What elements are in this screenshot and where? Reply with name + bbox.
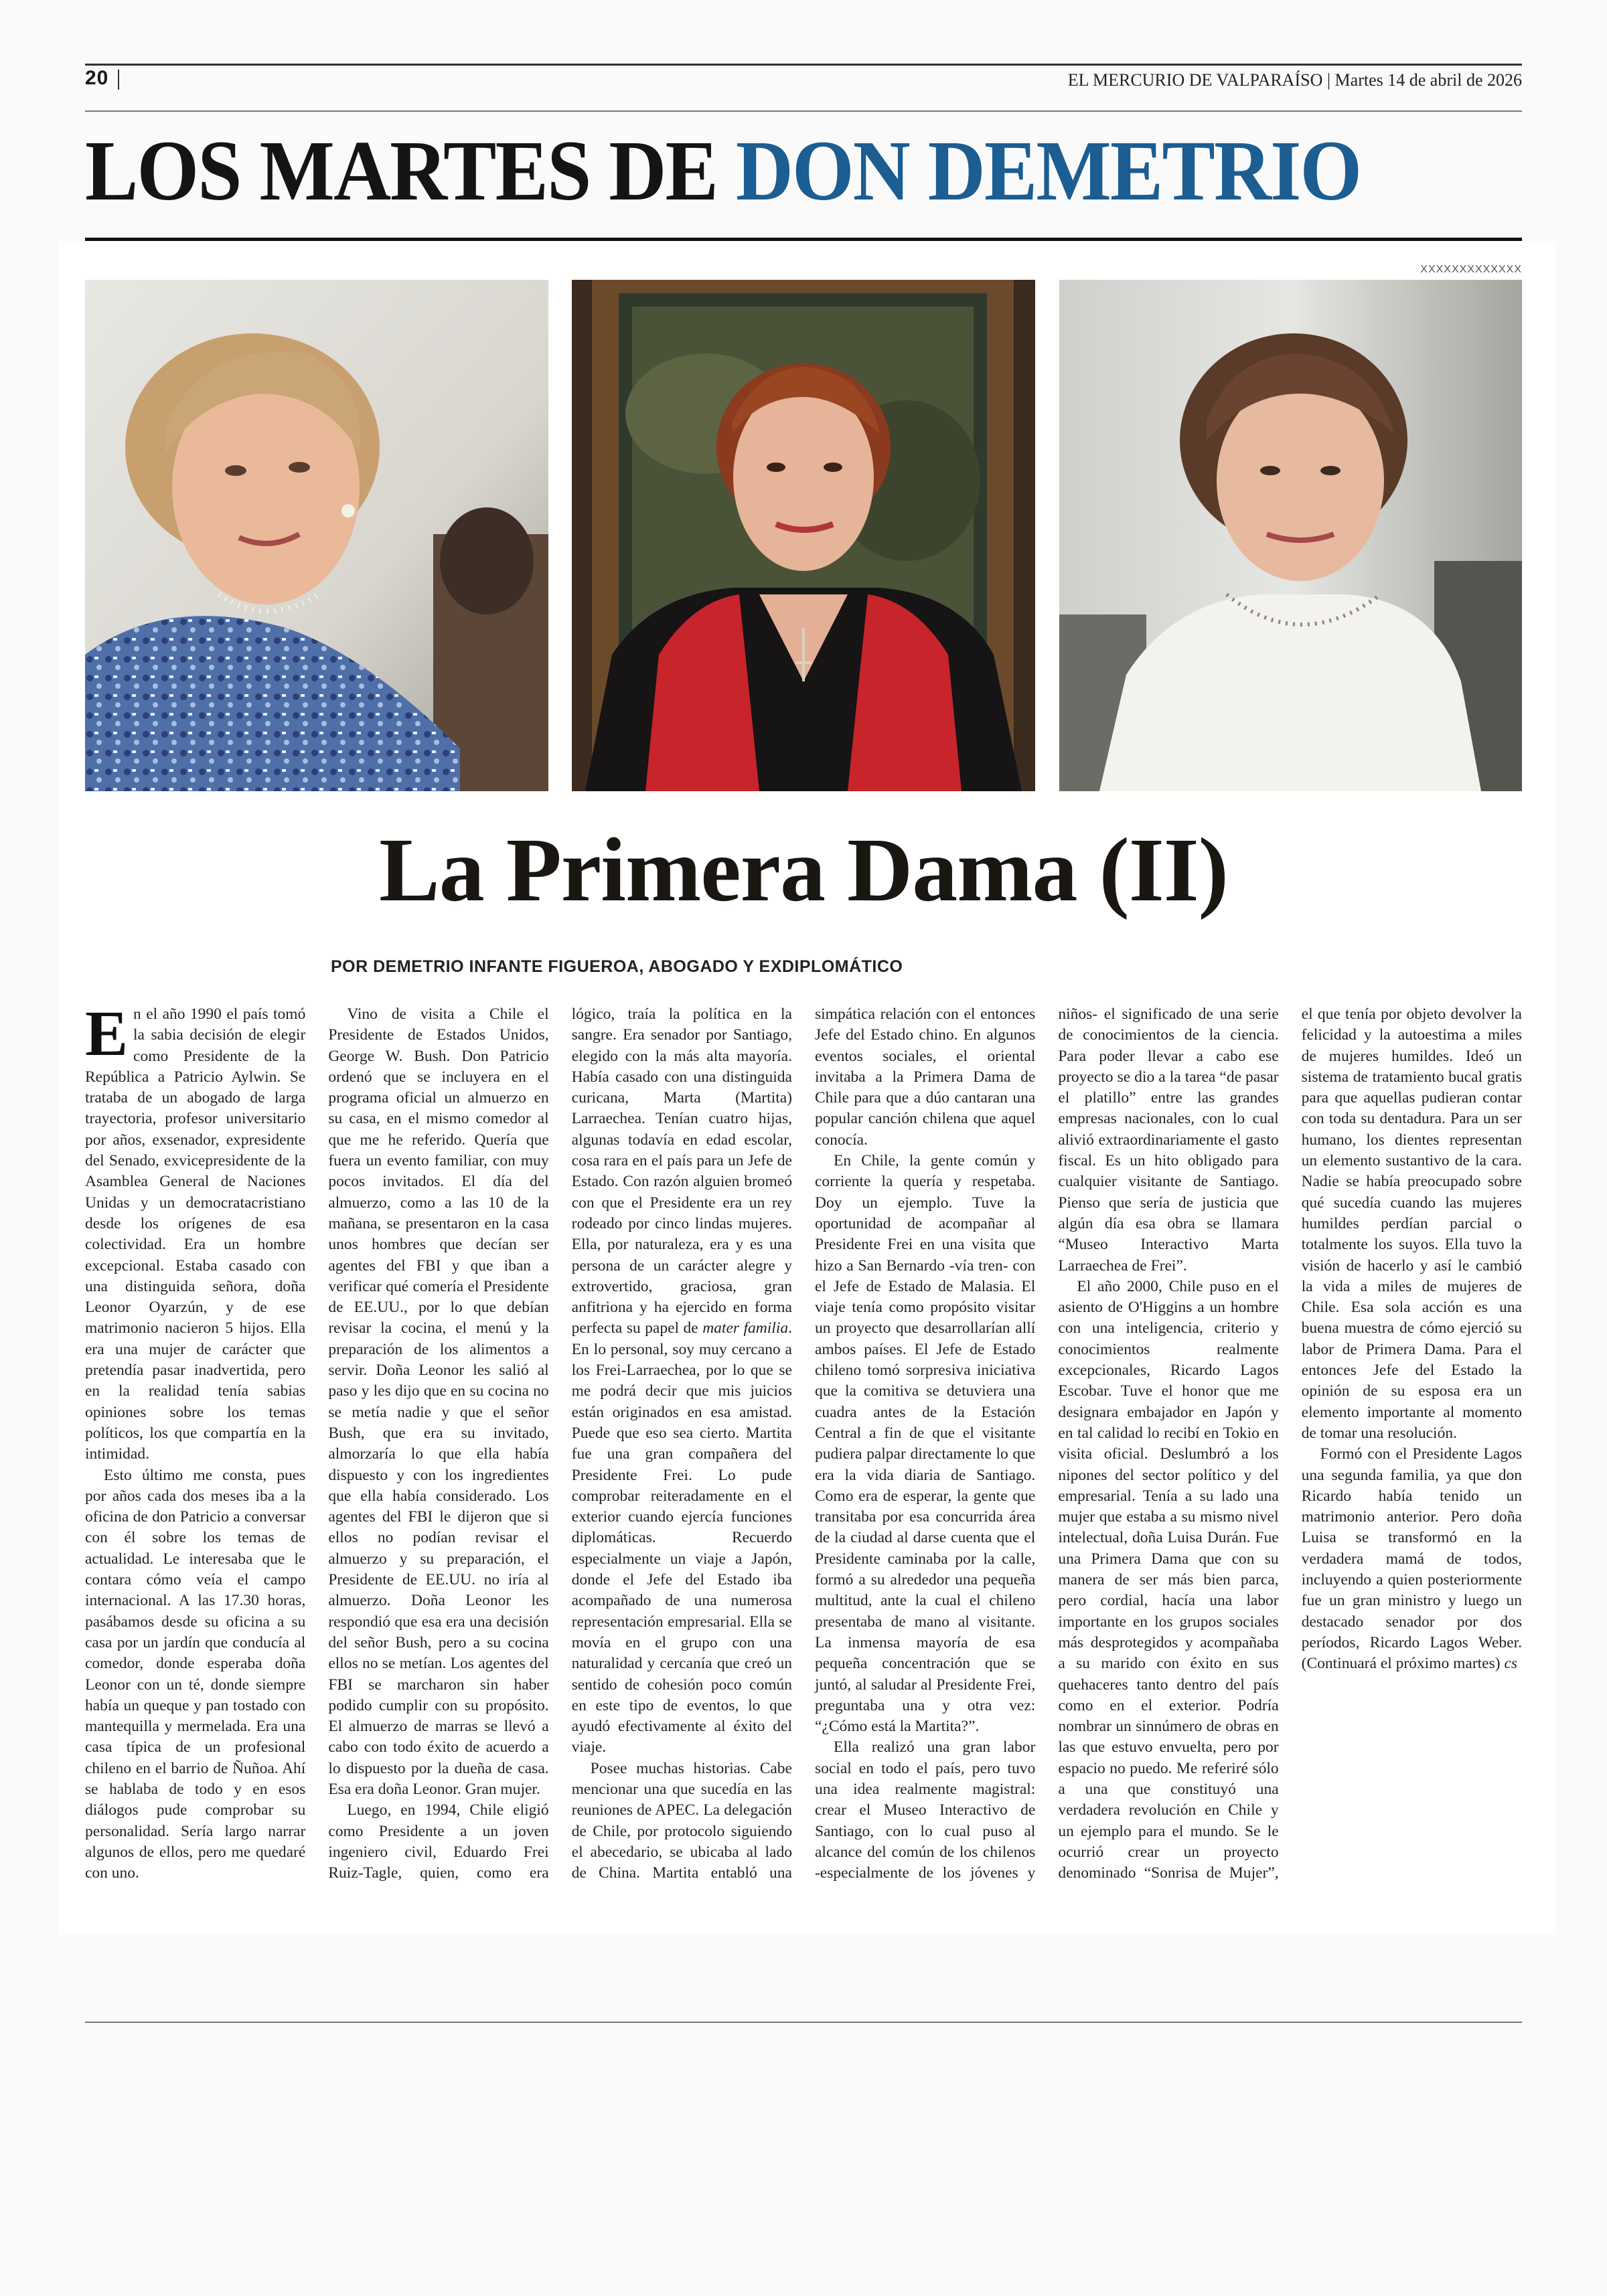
italic-term: mater familia — [702, 1319, 789, 1337]
page-number: 20 — [85, 67, 109, 89]
article-headline: La Primera Dama (II) — [379, 820, 1228, 920]
paragraph-text: n el año 1990 el país tomó la sabia decisión de elegir como Presidente de la República a Patricio Aylwin. Se trataba de un abogado de larga trayectoria, profesor universitario por años, exsenador, expresidente del Senado, exvicepresidente de la Asamblea General de Naciones Unidas y un democratacristiano desde los orígenes de esa colectividad. Era un hombre excepcional. Estaba casado con una distinguida señora, doña Leonor Oyarzún, y de ese matrimonio nacieron 5 hijos. Ella era una mujer de carácter que pretendía pasar inadvertida, pero en la realidad tenía sabias opiniones sobre los temas políticos, los que compartía en la intimidad. — [85, 1005, 306, 1463]
article-byline: POR DEMETRIO INFANTE FIGUEROA, ABOGADO Y EXDIPLOMÁTICO — [331, 957, 903, 976]
paragraph-text: Luego, en 1994, Chile eligió como Presidente a un joven ingeniero civil, Eduardo Frei Ruiz-Tagle, quien, como era lógico, traía la política en la sangre. Era senador por Santiago, elegido con la más alta mayoría. Había casado con una distinguida curicana, Marta (Martita) Larraechea. Tenían cuatro hijas, algunas todavía en edad escolar, cosa rara en el país para un Jefe de Estado. Con razón alguien bromeó con que el Presidente era un rey rodeado por cinco lindas mujeres. Ella, por naturaleza, era y es una persona de un carácter alegre y extrovertido, graciosa, gran anfitriona y ha ejercido en forma perfecta su papel de — [328, 1005, 792, 1882]
photo-credit: XXXXXXXXXXXXX — [1420, 264, 1522, 275]
article-paragraph — [1302, 1444, 1522, 1674]
paragraph-text: . En lo personal, soy muy cercano a los Frei-Larraechea, por lo que se me podrá decir que mis juicios están originados en esa amistad. Puede que eso sea cierto. Martita fue una gran compañera del Presidente Frei. Lo pude comprobar reiteradamente en el exterior cuando ejercía funciones diplomáticas. Recuerdo especialmente un viaje a Japón, donde el Jefe del Estado iba acompañado de una numerosa representación empresarial. Ella se movía en el grupo con una naturalidad y cercanía que creó un sentido de cohesión poco común en este tipo de eventos, lo que ayudó efectivamente al éxito del viaje. — [571, 1319, 792, 1756]
article-paragraph: Vino de visita a Chile el Presidente de Estados Unidos, George W. Bush. Don Patricio ordenó que se incluyera en el programa oficial un almuerzo en su casa, en el mismo comedor al que me he referido. Quería que fuera un evento familiar, con muy pocos invitados. El día del almuerzo, como a las 10 de la mañana, se presentaron en la casa unos hombres que decían ser agentes del FBI y que iban a verificar qué comería el Presidente de EE.UU., por lo que debían revisar la cocina, el menú y la preparación de los alimentos a servir. Doña Leonor les salió al paso y les dijo que en su cocina no se metía nadie y que el señor Bush, que era su invitado, almorzaría lo que ella había dispuesto y con los ingredientes que ella había considerado. Los agentes del FBI le dijeron que si ellos no podían revisar el almuerzo y su preparación, el Presidente de EE.UU. no iría al almuerzo. Doña Leonor les respondió que esa era una decisión del señor Bush, pero a su cocina ellos no se metían. Los agentes del FBI se marcharon sin haber podido cumplir con su propósito. El almuerzo de marras se llevó a cabo con todo éxito de acuerdo a lo dispuesto por la dueña de casa. Esa era doña Leonor. Gran mujer. — [328, 1005, 549, 1798]
footer-rule — [85, 2022, 1522, 2023]
header-rule-top — [85, 64, 1522, 66]
end-mark: cs — [1504, 1655, 1518, 1673]
paragraph-text: Formó con el Presidente Lagos una segunda familia, ya que don Ricardo había tenido un matrimonio anterior. Pero doña Luisa se transformó en la verdadera mamá de todos, incluyendo a quien posteriormente fue un gran ministro y luego un destacado senador por dos períodos, Ricardo Lagos Weber. — [1301, 1445, 1522, 1651]
article-paragraph: El año 2000, Chile puso en el asiento de O'Higgins a un hombre con una inteligencia, criterio y conocimientos realmente excepcionales, Ricardo Lagos Escobar. Tuve el honor que me designara embajador en Japón y en tal calidad lo recibí en Tokio en visita oficial. Deslumbró a los nipones del sector político y del empresarial. Tenía a su lado una mujer que estaba a su mismo nivel intelectual, doña Luisa Durán. Fue una Primera Dama que con su manera de ser más bien parca, pero cordial, hacía una labor importante en los grupos sociales más desprotegidos y acompañaba a su marido con éxito en sus quehaceres tanto dentro del país como en el exterior. Podría nombrar un sinnúmero de obras en las que estuvo envuelta, pero por espacio no puedo. Me referiré sólo a una que constituyó una verdadera revolución en Chile y un ejemplo para el mundo. Se le ocurrió crear un proyecto denominado “Sonrisa de Mujer”, el que tenía por objeto devolver la felicidad y la autoestima a miles de mujeres humildes. Ideó un sistema de tratamiento bucal gratis para que aquellas pudieran contar con toda su dentadura. Para un ser humano, los dientes representan un elemento sustantivo de la cara. Nadie se había preocupado sobre qué sucedía cuando las mujeres humildes perdían parcial o totalmente los suyos. Ella tuvo la visión de hacerlo y así le cambió la vida a miles de mujeres de Chile. Esa sola acción es una buena muestra de cómo ejerció su labor de Primera Dama. Para el entonces Jefe del Estado la opinión de su esposa era un elemento importante al momento de tomar una resolución. — [1058, 1005, 1522, 1882]
portrait-illustration — [1059, 280, 1522, 791]
header-rule-bottom — [85, 110, 1522, 112]
photo-marta-larraechea — [572, 280, 1035, 791]
section-title-black: LOS MARTES DE — [85, 123, 736, 218]
page-number-separator — [118, 70, 119, 90]
masthead-info: EL MERCURIO DE VALPARAÍSO | Martes 14 de abril de 2026 — [1067, 70, 1522, 90]
article-body — [85, 997, 1522, 1904]
drop-cap: E — [85, 997, 129, 1069]
article-paragraph: Ella realizó una gran labor social en todo el país, pero tuvo una idea realmente magistral: crear el Museo Interactivo de Santiago, con lo cual puso al alcance del común de los chilenos -especialmente de los jóvenes y niños- el significado de una serie de conocimientos de la ciencia. Para poder llevar a cabo ese proyecto se dio a la tarea “de pasar el platillo” entre las grandes empresas nacionales, con lo cual alivió extraordinariamente el gasto fiscal. Es un hito obligado para cualquier visitante de Santiago. Pienso que sería de justicia que algún día esa obra se llamara “Museo Interactivo Marta Larraechea de Frei”. — [814, 1005, 1279, 1882]
section-title — [85, 117, 1455, 224]
section-title-blue: DON DEMETRIO — [735, 123, 1361, 218]
article-paragraph: Posee muchas historias. Cabe mencionar una que sucedía en las reuniones de APEC. La delegación de Chile, por protocolo siguiendo el abecedario, se ubicaba al lado de China. Martita entabló una simpática relación con el entonces Jefe del Estado chino. En algunos eventos sociales, el oriental invitaba a la Primera Dama de Chile para que a dúo cantaran una popular canción chilena que aquel conocía. — [571, 1005, 1036, 1882]
article-paragraph: Esto último me consta, pues por años cada dos meses iba a la oficina de don Patricio a conversar con él sobre los temas de actualidad. Le interesaba que le contara cómo veía el campo internacional. A las 17.30 horas, pasábamos desde su oficina a su casa por un jardín que conducía al comedor, donde esperaba doña Leonor con un té, donde siempre había un queque y pan tostado con mantequilla y mermelada. Era una casa típica de un profesional chileno en el barrio de Ñuñoa. Ahí se hablaba de todo y en esos diálogos pude comprobar su personalidad. Sería largo narrar algunos de ellos, pero me quedaré con uno. — [85, 1466, 306, 1882]
photo-luisa-duran — [1059, 280, 1522, 791]
article-paragraph: En Chile, la gente común y corriente la quería y respetaba. Doy un ejemplo. Tuve la oportunidad de acompañar al Presidente Frei en una visita que hizo a San Bernardo -vía tren- con el Jefe de Estado de Malasia. El viaje tenía como propósito visitar un proyecto que desarrollarían allí ambos países. El Jefe de Estado chileno tomó sorpresiva iniciativa que la comitiva se detuviera una cuadra antes de la Estación Central a fin de que el visitante pudiera palpar directamente lo que era la vida diaria de Santiago. Como era de esperar, la gente que transitaba por esa concurrida área de la ciudad al darse cuenta que el Presidente caminaba por la calle, formó a su alrededor una pequeña multitud, ante la cual el chileno presentaba de mano al visitante. La inmensa mayoría de esa pequeña concentración que se juntó, al saludar al Presidente Frei, preguntaba una y otra vez: “¿Cómo está la Martita?”. — [814, 1152, 1036, 1736]
article-paragraph — [85, 997, 306, 1465]
portrait-illustration — [85, 280, 548, 791]
photo-leonor-oyarzun — [85, 280, 548, 791]
continuation-note: (Continuará el próximo martes) — [1301, 1655, 1501, 1673]
portrait-illustration — [572, 280, 1035, 791]
